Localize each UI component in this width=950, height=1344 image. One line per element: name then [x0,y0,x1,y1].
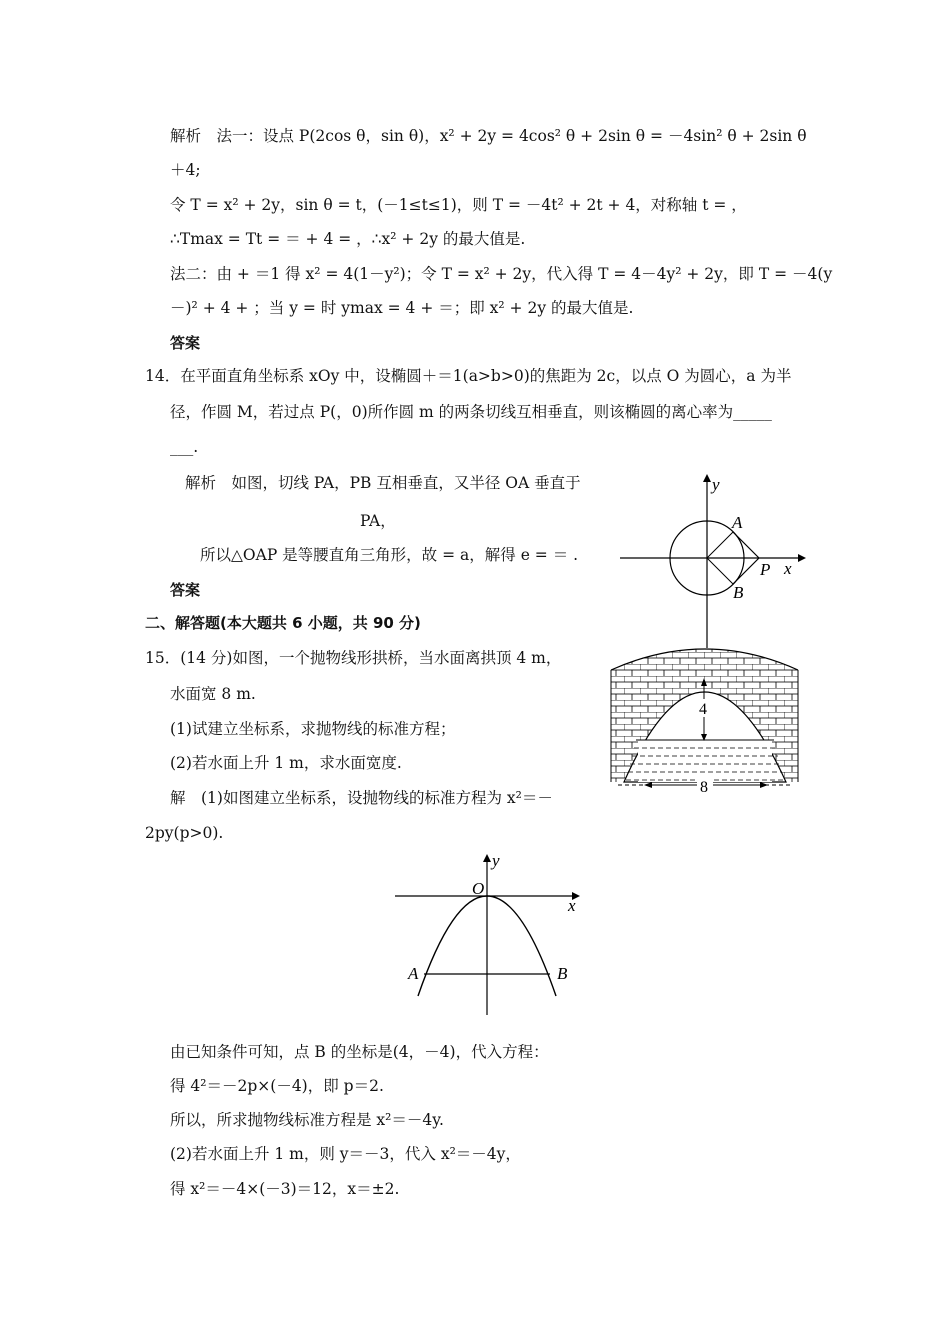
solution-line-5: 法二：由 + ＝1 得 x² = 4(1－y²)；令 T = x² + 2y，代入得 T = 4－4y² + 2y，即 T = －4(y [170,265,833,283]
solution-line-1: 解析 法一：设点 P(2cos θ，sin θ)，x² + 2y = 4cos² θ + 2sin θ = －4sin² θ + 2sin θ [170,127,807,145]
analysis-14-line-3: 所以△OAP 是等腰直角三角形，故 = a，解得 e = ＝ . [200,546,579,564]
question-15-line-1: 15．(14 分)如图，一个抛物线形拱桥，当水面离拱顶 4 m， [145,649,562,667]
fig-circle-label-p: P [760,560,771,579]
solution-15-line-7: 得 x²＝－4×(－3)＝12，x＝±2. [170,1180,400,1198]
parabola-label-y: y [492,851,500,870]
question-15-part-1: (1)试建立坐标系，求抛物线的标准方程； [170,720,456,738]
solution-line-2: ＋4; [170,161,201,179]
analysis-14-line-1: 解析 如图，切线 PA，PB 互相垂直，又半径 OA 垂直于 [185,474,581,492]
question-15-line-2: 水面宽 8 m. [170,685,256,703]
fig-circle-label-x: x [784,559,792,578]
question-14-line-3: ___. [170,438,199,456]
fig-circle-label-b: B [733,583,744,602]
parabola-label-b: B [557,964,568,983]
solution-15-line-1: 解 (1)如图建立坐标系，设抛物线的标准方程为 x²＝－ [170,789,553,807]
section-heading: 二、解答题(本大题共 6 小题，共 90 分) [145,614,421,632]
question-14-line-1: 14．在平面直角坐标系 xOy 中，设椭圆＋＝1(a>b>0)的焦距为 2c，以点 O 为圆心，a 为半 [145,367,792,385]
parabola-label-x: x [568,896,576,915]
answer-label-14: 答案 [170,581,201,599]
solution-line-3: 令 T = x² + 2y，sin θ = t，(－1≤t≤1)，则 T = －4t² + 2t + 4，对称轴 t = ， [170,196,747,214]
fig-circle-label-y: y [712,475,720,494]
analysis-14-line-2: PA， [360,512,396,530]
question-15-part-2: (2)若水面上升 1 m，求水面宽度. [170,754,402,772]
answer-label-13: 答案 [170,334,201,352]
solution-15-line-3: 由已知条件可知，点 B 的坐标是(4，－4)，代入方程： [170,1043,549,1061]
parabola-label-o: O [472,879,485,898]
solution-15-line-4: 得 4²＝－2p×(－4)，即 p＝2. [170,1077,384,1095]
parabola-label-a: A [408,964,419,983]
bridge-width-label: 8 [700,779,708,796]
question-14-line-2: 径，作圆 M，若过点 P(，0)所作圆 m 的两条切线互相垂直，则该椭圆的离心率为_____ [170,403,772,421]
bridge-height-label: 4 [699,701,707,718]
parabola-figure [390,850,590,1020]
arch-bridge-figure [608,640,803,800]
circle-tangent-figure [620,470,810,650]
solution-15-line-5: 所以，所求抛物线标准方程是 x²＝－4y. [170,1111,444,1129]
fig-circle-label-a: A [732,513,743,532]
solution-line-4: ∴Tmax = Tt = ＝ + 4 = ，∴x² + 2y 的最大值是. [170,230,526,248]
solution-line-6: －)² + 4 + ；当 y = 时 ymax = 4 + ＝；即 x² + 2y 的最大值是. [170,299,634,317]
solution-15-line-2: 2py(p>0). [145,824,224,842]
solution-15-line-6: (2)若水面上升 1 m，则 y＝－3，代入 x²＝－4y， [170,1145,521,1163]
